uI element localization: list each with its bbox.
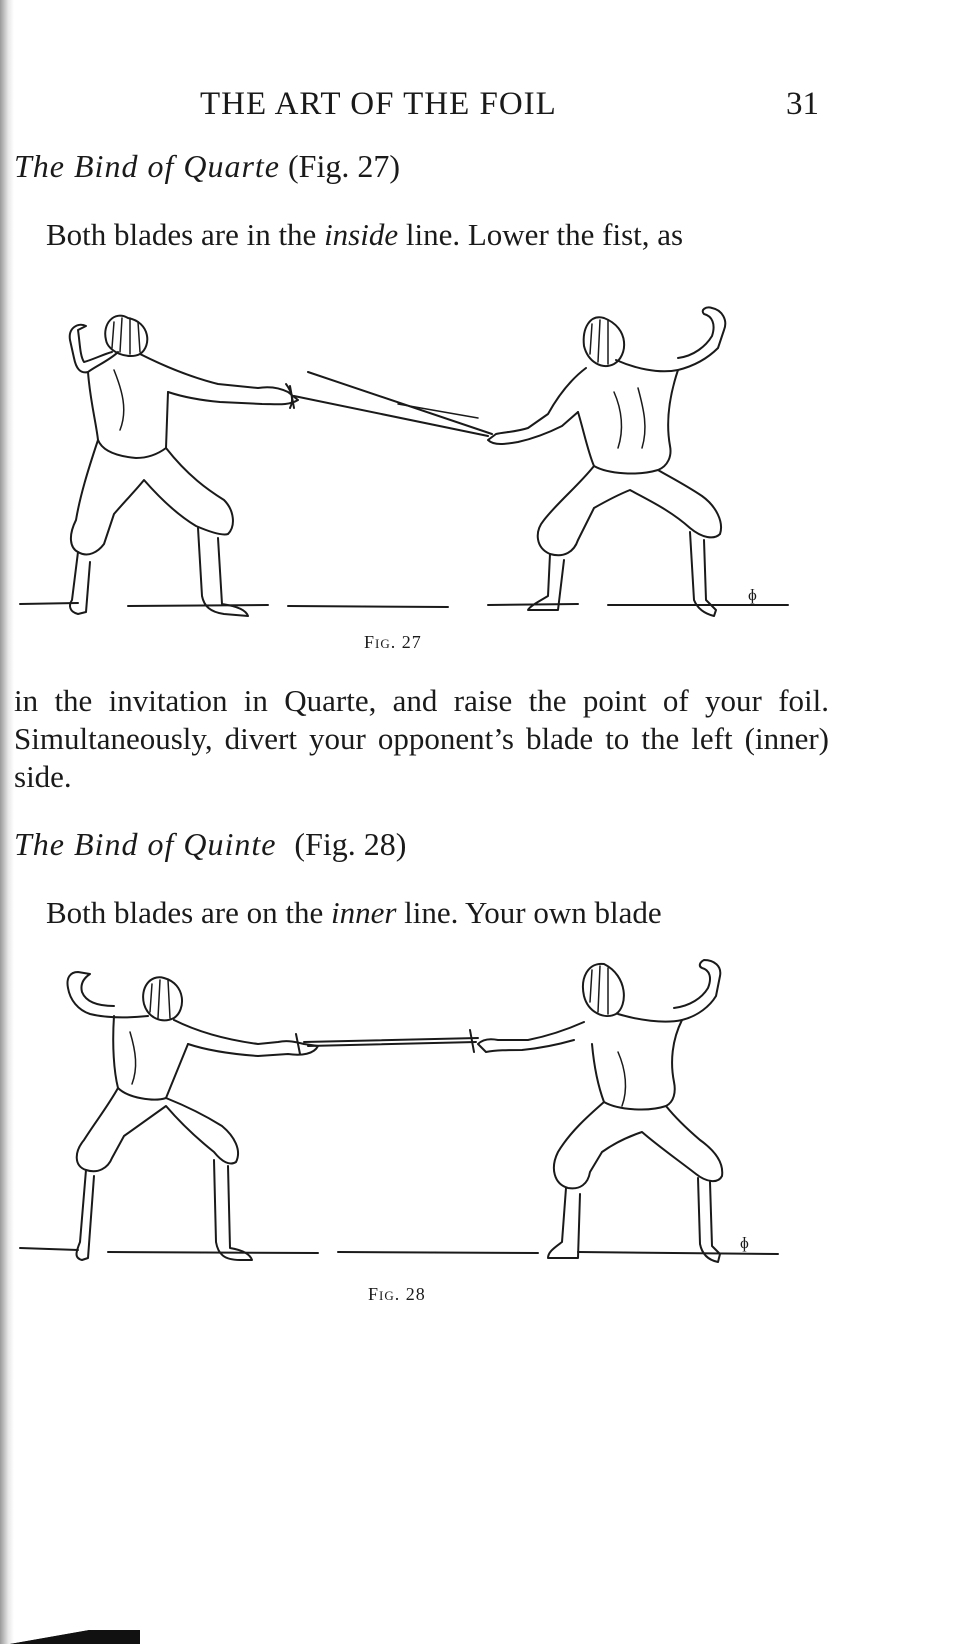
- paragraph-quinte-intro: [14, 894, 829, 932]
- left-fencer-figure: [70, 316, 298, 616]
- caption-prefix: Fig.: [368, 1284, 401, 1304]
- running-title: THE ART OF THE FOIL: [200, 86, 557, 122]
- heading-title: The Bind of Quinte: [14, 826, 277, 862]
- artist-monogram: ɸ: [748, 587, 757, 604]
- foil-blade-right: [308, 1042, 476, 1046]
- ground-line: [20, 1248, 778, 1254]
- para-text: Both blades are on the: [46, 895, 331, 930]
- figure-28-illustration: [18, 956, 830, 1286]
- section-heading-quarte: [14, 148, 400, 185]
- para-emphasis: inner: [330, 895, 397, 930]
- section-heading-quinte: [14, 826, 406, 863]
- page-edge-shadow: [0, 0, 14, 1644]
- paragraph-quarte-continuation: in the invitation in Quarte, and raise the point of your foil. Simultaneously, divert your opponent’s blade to the left (inner) side.: [14, 683, 829, 794]
- para-text: line. Your own blade: [396, 895, 662, 930]
- ground-line: [20, 603, 788, 607]
- figure-28-caption: [368, 1284, 426, 1305]
- figure-28: [18, 956, 830, 1296]
- para-text: Both blades are in the: [46, 217, 325, 252]
- heading-figure-ref: (Fig. 28): [294, 826, 407, 862]
- paragraph-quarte-intro: [14, 216, 829, 254]
- page-corner-shadow: [0, 1630, 140, 1644]
- figure-27-caption: [364, 632, 422, 653]
- artist-monogram: ɸ: [740, 1235, 749, 1252]
- para-text: line. Lower the fist, as: [398, 217, 684, 252]
- left-fencer-figure: [67, 972, 318, 1260]
- right-fencer-figure: [478, 960, 722, 1262]
- foil-blade-left: [304, 1038, 478, 1042]
- caption-number: 28: [405, 1284, 426, 1304]
- figure-27: [18, 300, 830, 650]
- right-fencer-figure: [488, 307, 725, 616]
- para-emphasis: inside: [324, 217, 399, 252]
- foil-blade-right: [308, 372, 492, 434]
- caption-number: 27: [401, 632, 422, 652]
- heading-figure-ref: (Fig. 27): [287, 148, 400, 184]
- foil-blade-left: [294, 396, 488, 436]
- page-number: 31: [786, 86, 819, 122]
- caption-prefix: Fig.: [364, 632, 397, 652]
- figure-27-illustration: [18, 300, 830, 640]
- heading-title: The Bind of Quarte: [14, 148, 280, 184]
